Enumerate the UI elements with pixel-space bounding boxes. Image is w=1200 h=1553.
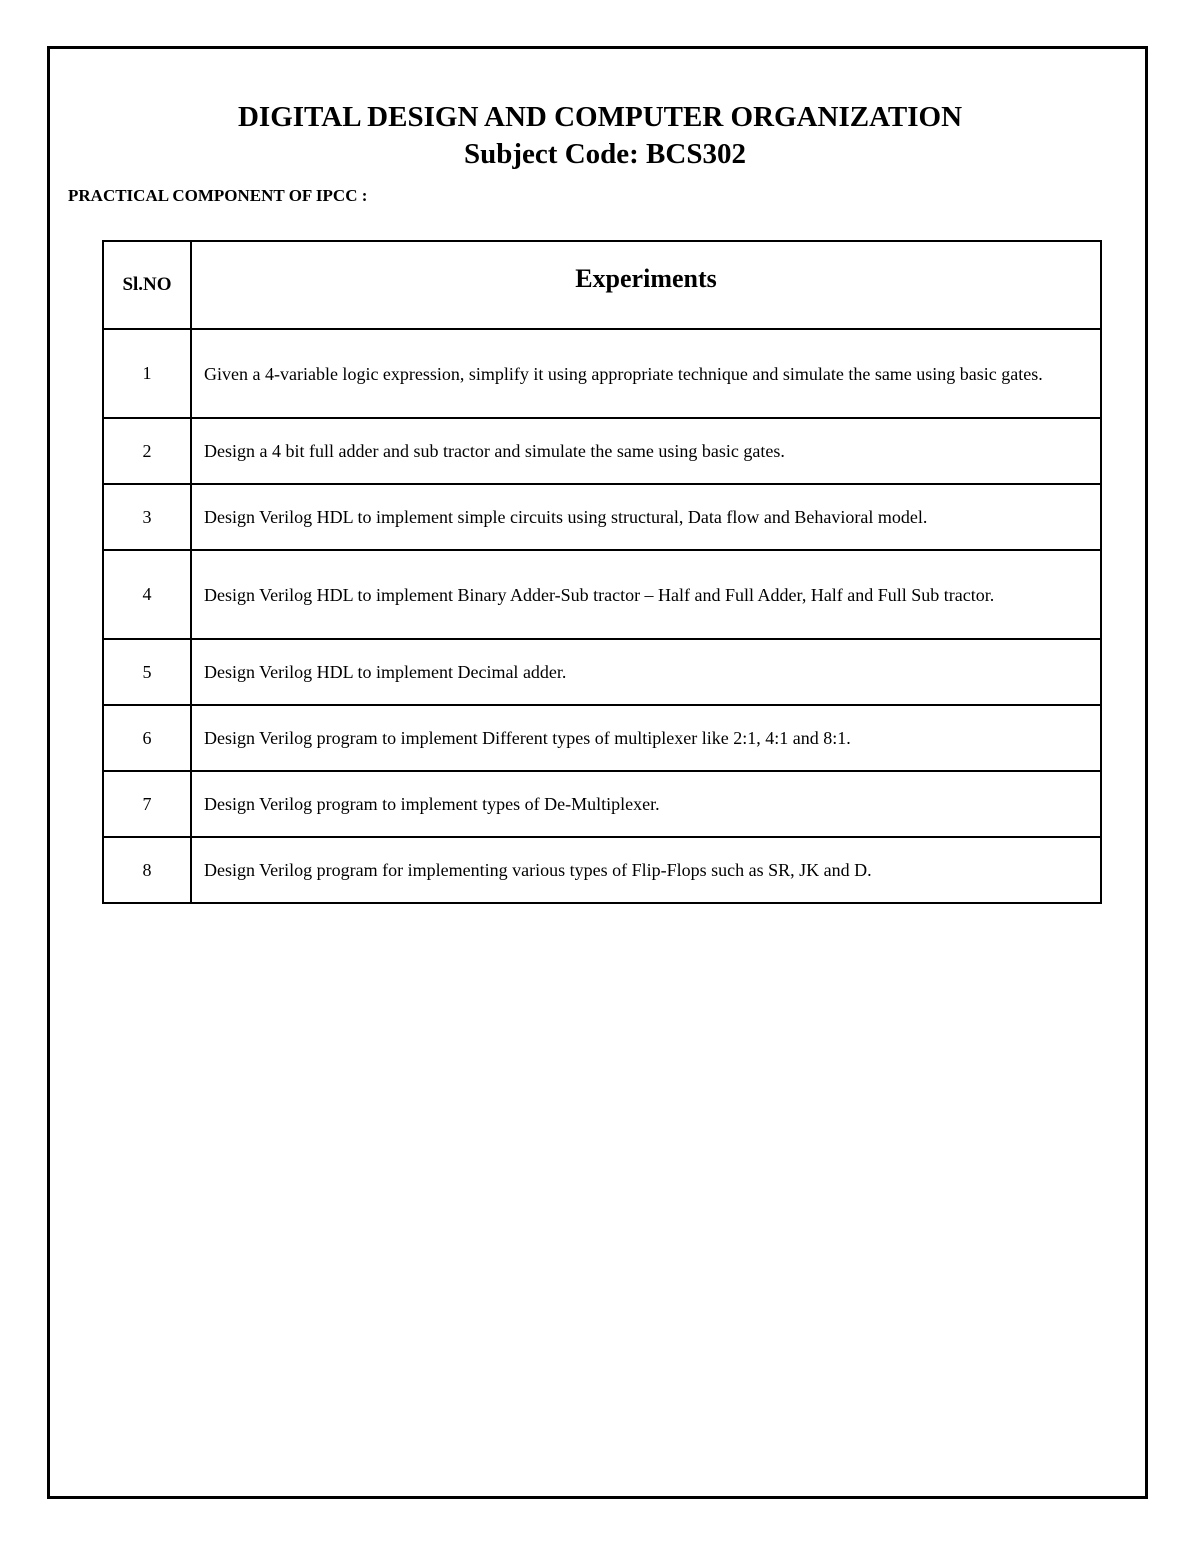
header-experiments: Experiments xyxy=(191,241,1101,329)
row-slno: 4 xyxy=(103,550,191,639)
row-slno: 2 xyxy=(103,418,191,484)
row-experiment: Design Verilog HDL to implement Binary Adder-Sub tractor – Half and Full Adder, Half and Full Sub tractor. xyxy=(191,550,1101,639)
table-row xyxy=(103,837,1101,903)
row-experiment: Design a 4 bit full adder and sub tractor and simulate the same using basic gates. xyxy=(191,418,1101,484)
table-row xyxy=(103,329,1101,418)
row-slno: 8 xyxy=(103,837,191,903)
row-experiment: Design Verilog HDL to implement simple circuits using structural, Data flow and Behavioral model. xyxy=(191,484,1101,550)
row-experiment: Design Verilog HDL to implement Decimal adder. xyxy=(191,639,1101,705)
row-slno: 7 xyxy=(103,771,191,837)
row-slno: 5 xyxy=(103,639,191,705)
table-row xyxy=(103,705,1101,771)
header-slno: Sl.NO xyxy=(103,241,191,329)
section-label: PRACTICAL COMPONENT OF IPCC : xyxy=(68,186,368,205)
row-experiment: Given a 4-variable logic expression, simplify it using appropriate technique and simulate the same using basic gates. xyxy=(191,329,1101,418)
row-slno: 6 xyxy=(103,705,191,771)
table-row xyxy=(103,771,1101,837)
subject-code: Subject Code: BCS302 xyxy=(464,138,746,170)
table-row xyxy=(103,484,1101,550)
table-row xyxy=(103,418,1101,484)
table-row xyxy=(103,639,1101,705)
row-experiment: Design Verilog program for implementing various types of Flip-Flops such as SR, JK and D. xyxy=(191,837,1101,903)
row-slno: 3 xyxy=(103,484,191,550)
row-experiment: Design Verilog program to implement types of De-Multiplexer. xyxy=(191,771,1101,837)
table-header-row xyxy=(103,241,1101,329)
table-row xyxy=(103,550,1101,639)
row-slno: 1 xyxy=(103,329,191,418)
experiments-table xyxy=(102,240,1102,904)
row-experiment: Design Verilog program to implement Different types of multiplexer like 2:1, 4:1 and 8:1. xyxy=(191,705,1101,771)
document-title: DIGITAL DESIGN AND COMPUTER ORGANIZATION xyxy=(237,101,963,133)
